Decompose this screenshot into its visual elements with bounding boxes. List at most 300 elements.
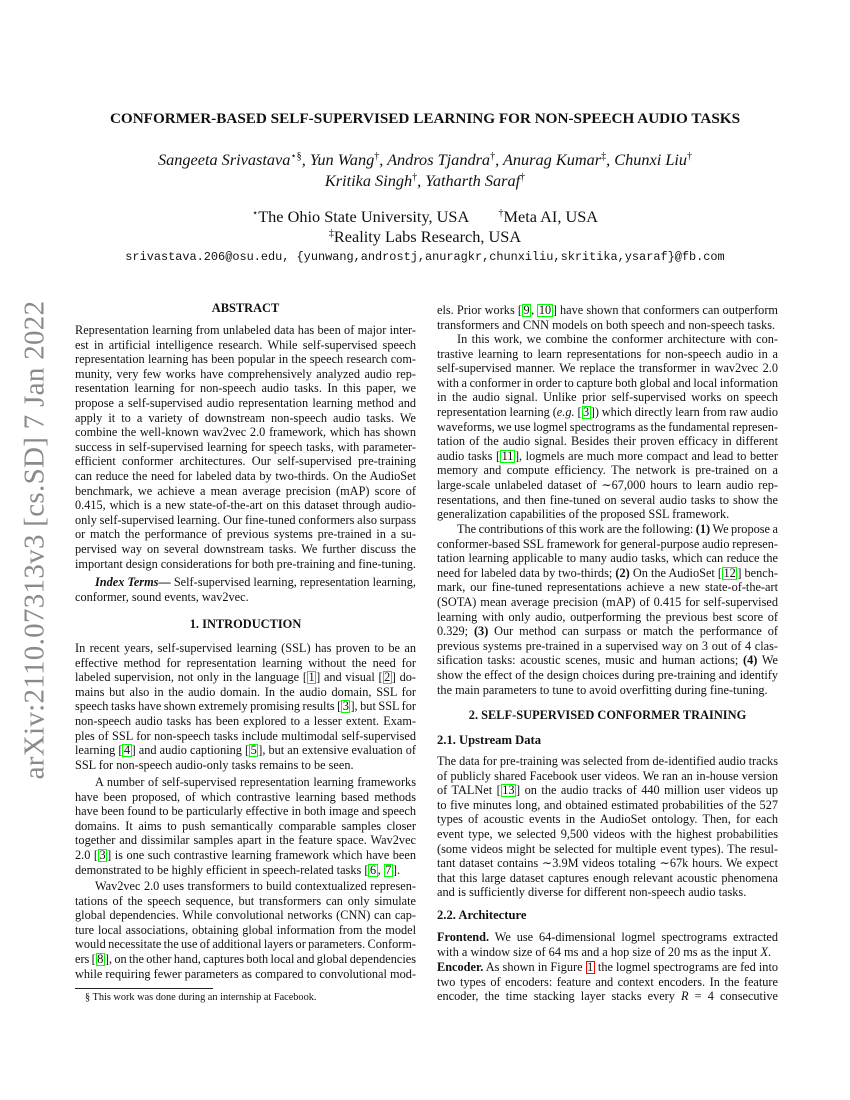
text-line-content (75, 484, 416, 498)
text-line (437, 769, 778, 784)
text-line-content (437, 653, 778, 667)
text-run: propose a self-supervised audio representation learning method and (75, 395, 416, 410)
text-run: els. Prior works [ 9 , 10 ] have shown that conformers can outperform (437, 303, 778, 317)
text-run: tation of the audio signal. Besides their proven efficacy in different (437, 434, 778, 449)
text-run: tant dataset contains ∼3.9M videos totaling ∼67k hours. We expect (437, 856, 778, 871)
text-line-content (75, 367, 416, 381)
intro-paragraph-2 (75, 775, 416, 877)
text-run: with a conformer in order to capture both global and local information (437, 375, 778, 390)
text-line (75, 699, 416, 714)
text-line (75, 819, 416, 834)
text-run: (1) (695, 522, 711, 536)
section-heading-2: 2. SELF-SUPERVISED CONFORMER TRAINING (468, 708, 747, 722)
author-list (0, 149, 850, 191)
author-affil-mark: † (412, 172, 418, 183)
text-line (75, 440, 416, 455)
text-line-content (437, 507, 729, 521)
text-line-content (75, 381, 416, 395)
contributions-paragraph (437, 522, 778, 697)
text-run: learning with only audio, outperforming the previous best score of (437, 609, 778, 624)
text-run: munity, very few works have comprehensively analyzed audio rep- (75, 366, 416, 381)
text-line-content (75, 670, 416, 684)
text-line-content (437, 566, 778, 580)
affil-mark: ‡ (328, 228, 334, 239)
text-line (437, 610, 778, 625)
text-line-content (437, 639, 778, 653)
text-run: that this large dataset captures enough relevant acoustic phenomena (437, 870, 778, 885)
text-line (437, 405, 778, 420)
text-line-content (75, 743, 416, 757)
text-line (437, 960, 778, 975)
text-line (75, 542, 416, 557)
text-run: In this work, we combine the conformer architecture with con- (457, 332, 778, 346)
affiliation-meta: Meta AI, USA (503, 207, 599, 226)
text-line-content (75, 498, 416, 512)
text-line (437, 595, 778, 610)
text-line-content (75, 454, 416, 468)
text-line (437, 537, 778, 552)
text-run: labeled supervision, not only in the language [ 1 ] and visual [ 2 ] do- (75, 670, 416, 685)
text-line (75, 775, 416, 790)
text-line (75, 952, 416, 967)
text-line (75, 685, 416, 700)
text-line (437, 522, 778, 537)
text-run: Frontend. (437, 930, 490, 944)
text-line-content (437, 798, 778, 812)
footnote-divider (75, 988, 213, 989)
text-run: We (757, 653, 778, 668)
citation-link[interactable]: 3 (583, 404, 590, 419)
text-run: (2) (615, 565, 630, 580)
citation-link[interactable]: 4 (123, 743, 131, 758)
text-run: memory and compute efficiency. The network is pre-trained on a (437, 463, 778, 478)
text-line (437, 989, 778, 1004)
text-run: e.g. (556, 404, 575, 419)
text-line-content (75, 729, 416, 743)
text-line-content (75, 833, 416, 847)
text-run: need for labeled data by two-thirds; (437, 565, 616, 580)
text-line-content (75, 656, 416, 670)
citation-link[interactable]: 3 (342, 699, 349, 714)
text-run: tation learning applicable to many audio tasks, which can reduce the (437, 551, 778, 566)
text-line-content (75, 894, 416, 908)
text-line (437, 332, 778, 347)
text-line-content (437, 361, 778, 375)
text-line (75, 396, 416, 411)
text-run: tations of the speech sequence, but transformers can only simulate (75, 893, 416, 908)
author-affil-mark: ⋆§ (290, 151, 302, 162)
intro-paragraph-1 (75, 641, 416, 772)
text-line-content (75, 758, 354, 772)
text-line-content (437, 975, 778, 989)
citation-link[interactable]: 5 (250, 743, 257, 758)
text-line-content (437, 683, 768, 697)
text-run: while requiring fewer parameters as compared to convolutional mod- (75, 966, 416, 981)
text-run: ers [ 8 ], on the other hand, captures both local and global dependencies (75, 951, 416, 966)
text-run: As shown in Figure (483, 960, 586, 974)
text-line-content (437, 318, 775, 332)
text-run: [ 3 ]) which directly learn from raw audio (574, 404, 779, 419)
text-line (75, 575, 416, 590)
paper-title: CONFORMER-BASED SELF-SUPERVISED LEARNING FOR NON-SPEECH AUDIO TASKS (109, 110, 741, 127)
text-line (437, 856, 778, 871)
text-run: success in self-supervised learning for speech tasks, with parameter- (75, 439, 416, 454)
text-run: only self-supervised learning. Our fine-tuned conformers also surpass (75, 512, 416, 527)
text-line-content (75, 469, 416, 483)
text-line-content (75, 863, 400, 877)
text-line-content (75, 411, 416, 425)
text-line (75, 729, 416, 744)
text-line-content (437, 812, 778, 826)
author-line-2: Kritika Singh†, Yatharth Saraf† (324, 171, 526, 190)
text-run: Index Terms— (95, 575, 171, 589)
author-emails: srivastava.206@osu.edu, {yunwang,androstj,anuragkr,chunxiliu,skritika,ysaraf}@fb.com (125, 250, 725, 264)
text-run: The data for pre-training was selected from de-identified audio tracks (437, 754, 778, 768)
text-run: learning [ 4 ] and audio captioning [ 5 ], but an extensive evaluation of (75, 743, 416, 758)
text-line-content (95, 879, 416, 893)
text-line-content (437, 434, 778, 448)
author-affil-mark: † (520, 172, 526, 183)
text-run: can reduce the need for labeled data by two-thirds. On the AudioSet (75, 468, 416, 483)
text-line (437, 390, 778, 405)
text-line (75, 670, 416, 685)
affiliation-osu: The Ohio State University, USA (258, 207, 469, 226)
text-run: with a window size of 64 ms and a hop size of 20 ms as the input (437, 944, 761, 959)
text-run: global dependencies. While convolutional networks (CNN) can cap- (75, 908, 416, 923)
text-run: two types of encoders: feature and context encoders. In the feature (437, 974, 778, 989)
footnote: § This work was done during an internship at Facebook. (85, 992, 317, 1003)
text-line (75, 527, 416, 542)
author-line-1: Sangeeta Srivastava⋆§, Yun Wang†, Andros Tjandra†, Anurag Kumar‡, Chunxi Liu† (157, 150, 693, 169)
text-line (75, 484, 416, 499)
text-line (75, 758, 416, 773)
intro-paragraph-4 (437, 332, 778, 522)
text-line-content (437, 493, 778, 507)
text-line (437, 434, 778, 449)
text-line (75, 425, 416, 440)
affil-mark: ⋆ (251, 208, 259, 219)
text-run: sification tasks: acoustic scenes, music and human actions; (437, 653, 744, 668)
text-run: Wav2vec 2.0 uses transformers to build contextualized represen- (95, 879, 416, 893)
text-run: generalization capabilities of the proposed SSL framework. (437, 507, 730, 522)
text-line (75, 641, 416, 656)
text-line-content (437, 769, 778, 783)
text-line (75, 894, 416, 909)
text-line (437, 624, 778, 639)
citation-link[interactable]: 10 (538, 303, 552, 317)
author-name: Yatharth Saraf (425, 171, 521, 190)
text-run: resentations, and then fine-tuned on several audio tasks to show the (437, 492, 778, 507)
text-run: Representation learning from unlabeled data has been of major inter- (75, 323, 416, 337)
text-line (437, 420, 778, 435)
text-run: and is sufficiently diverse for different non-speech audio tasks. (437, 885, 747, 900)
text-run: representation learning ( (437, 404, 557, 419)
text-run: ture local associations, obtaining global information from the model (75, 922, 416, 937)
text-run: (SOTA) mean average precision (mAP) of 0.415 for self-supervised (437, 594, 778, 609)
text-line-content (437, 856, 778, 870)
section-heading-introduction: 1. INTRODUCTION (189, 617, 302, 631)
text-line (75, 879, 416, 894)
text-line (437, 639, 778, 654)
affiliations (0, 207, 850, 247)
text-line-content (437, 827, 778, 841)
text-line-content (75, 557, 416, 571)
text-run: apply it to a variety of downstream non-speech audio tasks. We (75, 410, 416, 425)
text-line (437, 566, 778, 581)
encoder-paragraph (437, 960, 778, 1004)
text-line-content (437, 871, 778, 885)
text-line (437, 493, 778, 508)
text-line-content (75, 323, 416, 337)
text-run: self-supervised manner. We replace the transformer in wav2vec 2.0 (437, 361, 778, 376)
text-run: We propose a (710, 522, 778, 536)
text-run: 0.329; (437, 624, 474, 639)
author-name: Chunxi Liu (614, 150, 688, 169)
author-affil-mark: † (374, 151, 380, 162)
text-run: combine the well-known wav2vec 2.0 framework, which has shown (75, 425, 416, 440)
text-line (75, 513, 416, 528)
text-run: transformers and CNN models on both speech and non-speech tasks. (437, 317, 776, 332)
text-run: resentation learning for non-speech audio tasks. In this paper, we (75, 381, 416, 396)
text-line-content (437, 420, 778, 434)
text-line-content (437, 668, 778, 682)
citation-link[interactable]: 11 (501, 448, 514, 463)
figure-reference-link[interactable]: 1 (587, 960, 594, 974)
text-run: (3) (473, 624, 489, 639)
upstream-data-paragraph (437, 754, 778, 900)
text-run: of TALNet [ 13 ] on the audio tracks of 440 million user videos up (437, 783, 778, 798)
text-run: effective method for representation learning without the need for (75, 655, 416, 670)
subsection-heading-2-2: 2.2. Architecture (437, 908, 527, 922)
text-line-content (437, 303, 778, 317)
text-run: = 4 consecutive (688, 989, 778, 1004)
text-line-content (75, 396, 416, 410)
text-line-content (75, 923, 416, 937)
text-run: to five minutes long, and obtained estimated probabilities of the 527 (437, 797, 778, 812)
citation-link[interactable]: 7 (385, 862, 392, 877)
text-line-content (75, 848, 416, 862)
citation-link[interactable]: 9 (523, 303, 530, 317)
text-run: previous systems pre-trained in a supervised way on 3 out of 4 clas- (437, 638, 778, 653)
text-run: A number of self-supervised representation learning frameworks (95, 775, 416, 789)
text-run: In recent years, self-supervised learning (SSL) has proven to be an (75, 641, 416, 655)
text-line-content (437, 754, 778, 768)
text-run: conformer, sound events, wav2vec. (75, 589, 249, 604)
text-run: pervised way on several downstream tasks. We further discuss the (75, 541, 416, 556)
text-run: have been proposed, of which contrastive learning based methods (75, 789, 416, 804)
text-line (437, 551, 778, 566)
text-line-content (75, 641, 416, 655)
text-line-content (75, 685, 416, 699)
text-line-content (437, 551, 778, 565)
text-line (437, 303, 778, 318)
text-line (437, 885, 778, 900)
text-line-content (75, 338, 416, 352)
text-line (437, 478, 778, 493)
text-line-content (75, 819, 416, 833)
text-line-content (437, 930, 778, 944)
text-line (75, 863, 416, 878)
text-line-content (75, 440, 416, 454)
abstract-paragraph (75, 323, 416, 571)
text-line (75, 590, 416, 605)
text-line-content (75, 527, 416, 541)
text-run: show the effect of the design choices during pre-training and identify (437, 667, 778, 682)
arxiv-identifier-stamp: arXiv:2110.07313v3 [cs.SD] 7 Jan 2022 (18, 300, 51, 780)
text-run: conformer-based SSL framework for general-purpose audio represen- (437, 536, 778, 551)
text-run: mark, our fine-tuned representations achieve a new state-of-the-art (437, 580, 778, 595)
text-line (75, 469, 416, 484)
citation-link[interactable]: 13 (502, 783, 515, 798)
text-line-content (437, 580, 778, 594)
text-line-content (437, 989, 778, 1003)
affiliation-line-2 (0, 227, 850, 247)
text-run: have been found to be particularly effective in both image and speech (75, 804, 416, 819)
text-line (437, 871, 778, 886)
author-affil-mark: † (687, 151, 693, 162)
text-run: benchmark, we achieve a mean average precision (mAP) score of (75, 483, 416, 498)
text-line-content (75, 590, 249, 604)
text-run: Our method can surpass or match the performance of (488, 624, 778, 639)
text-run: representation learning has been popular in the speech research com- (75, 352, 416, 367)
text-line (437, 975, 778, 990)
text-line (437, 754, 778, 769)
text-line (75, 323, 416, 338)
text-run: or match the performance of previous systems pre-trained in a su- (75, 527, 416, 542)
affiliation-line-1 (0, 207, 850, 227)
text-line-content (437, 537, 778, 551)
text-run: mains but also in the audio domain. In the audio domain, SSL for (75, 684, 416, 699)
text-run: (some videos might be selected for multiple event types). The resul- (437, 841, 778, 856)
text-line-content (437, 945, 771, 959)
text-line (75, 743, 416, 758)
text-line-content (75, 937, 416, 951)
text-run: non-speech audio tasks has been explored to a lesser extent. Exam- (75, 713, 416, 728)
text-run: (4) (743, 653, 758, 668)
text-line (437, 812, 778, 827)
author-name: Kritika Singh (324, 171, 413, 190)
citation-link[interactable]: 8 (97, 951, 104, 966)
text-run: in the audio signal. Unlike prior self-supervised works on speech (437, 390, 778, 405)
abstract-heading: ABSTRACT (211, 301, 280, 315)
text-run: SSL for non-speech audio-only tasks remains to be seen. (75, 757, 354, 772)
citation-link[interactable]: 3 (99, 847, 106, 862)
text-line (437, 653, 778, 668)
index-terms (75, 575, 416, 604)
text-line (437, 783, 778, 798)
author-name: Yun Wang (309, 150, 375, 169)
text-line-content (437, 842, 778, 856)
intro-paragraph-3-continued (437, 303, 778, 332)
text-line (437, 347, 778, 362)
text-line-content (457, 522, 778, 536)
text-line-content (437, 885, 746, 899)
text-line-content (457, 332, 778, 346)
text-run: trastive learning to learn representations for non-speech audio in a (437, 346, 778, 361)
text-run: est in artificial intelligence research. While self-supervised speech (75, 337, 416, 352)
text-line-content (437, 478, 778, 492)
text-line (75, 656, 416, 671)
text-line (437, 580, 778, 595)
text-line (437, 361, 778, 376)
text-line-content (437, 405, 778, 419)
text-line (75, 908, 416, 923)
text-line (75, 352, 416, 367)
text-line-content (75, 952, 416, 966)
text-line (75, 454, 416, 469)
author-name: Andros Tjandra (387, 150, 491, 169)
author-name: Anurag Kumar (502, 150, 602, 169)
text-line (437, 930, 778, 945)
text-run: audio tasks [ 11 ], logmels are much more compact and lead to better (437, 448, 778, 463)
text-run: would necessitate the use of additional layers or parameters. Conform- (75, 937, 416, 952)
text-line (437, 842, 778, 857)
text-run: . (767, 944, 772, 959)
text-line (75, 790, 416, 805)
citation-link[interactable]: 2 (384, 670, 391, 685)
text-line (437, 449, 778, 464)
citation-link[interactable]: 1 (308, 670, 315, 685)
text-run: the main parameters to tune to avoid overfitting during fine-tuning. (437, 682, 768, 697)
text-run: We use 64-dimensional logmel spectrograms extracted (489, 930, 778, 944)
text-line-content (437, 390, 778, 404)
text-run: of publicly shared Facebook user videos. We ran an in-house version (437, 768, 778, 783)
text-line (75, 804, 416, 819)
frontend-paragraph (437, 930, 778, 959)
text-run: efficient conformer architectures. Our self-supervised pre-training (75, 454, 416, 469)
text-run: 2.0 [ 3 ] is one such contrastive learning framework which have been (75, 847, 416, 862)
text-run: On the AudioSet [ 12 ] bench- (629, 565, 778, 580)
author-affil-mark: † (490, 151, 496, 162)
text-line (437, 945, 778, 960)
text-line-content (437, 347, 778, 361)
text-line (437, 507, 778, 522)
text-run: event type, we selected 9,500 videos with the highest probabilities (437, 826, 778, 841)
citation-link[interactable]: 12 (723, 565, 736, 580)
text-run: waveforms, we use logmel spectrograms as the fundamental represen- (437, 419, 778, 434)
text-line-content (75, 790, 416, 804)
text-line-content (437, 960, 778, 974)
text-line-content (437, 610, 778, 624)
text-line (75, 557, 416, 572)
text-line (437, 827, 778, 842)
text-line (75, 498, 416, 513)
text-line (75, 967, 416, 982)
affiliation-reality-labs: Reality Labs Research, USA (333, 227, 522, 246)
text-line-content (75, 542, 416, 556)
subsection-heading-2-1: 2.1. Upstream Data (437, 733, 542, 747)
text-line-content (75, 513, 416, 527)
text-line (75, 367, 416, 382)
text-run: ples of SSL for non-speech tasks include multimodal self-supervised (75, 728, 416, 743)
text-run: X (760, 944, 768, 959)
text-line (437, 318, 778, 333)
author-name: Sangeeta Srivastava (157, 150, 291, 169)
text-line (75, 923, 416, 938)
text-run: R (681, 989, 689, 1004)
text-line (437, 376, 778, 391)
text-run: domains. It aims to push semantically comparable samples closer (75, 818, 416, 833)
text-run: types of acoustic events in the AudioSet ontology. Then, for each (437, 812, 778, 827)
text-run: the logmel spectrograms are fed into (594, 960, 779, 974)
text-run: demonstrated to be highly efficient in speech-related tasks [ 6 , 7 ]. (75, 862, 401, 877)
citation-link[interactable]: 6 (369, 862, 377, 877)
text-line-content (437, 376, 778, 390)
text-line-content (437, 624, 778, 638)
text-line-content (437, 595, 778, 609)
text-run: speech tasks have shown extremely promising results [ 3 ], but SSL for (75, 699, 416, 714)
text-line-content (437, 463, 778, 477)
